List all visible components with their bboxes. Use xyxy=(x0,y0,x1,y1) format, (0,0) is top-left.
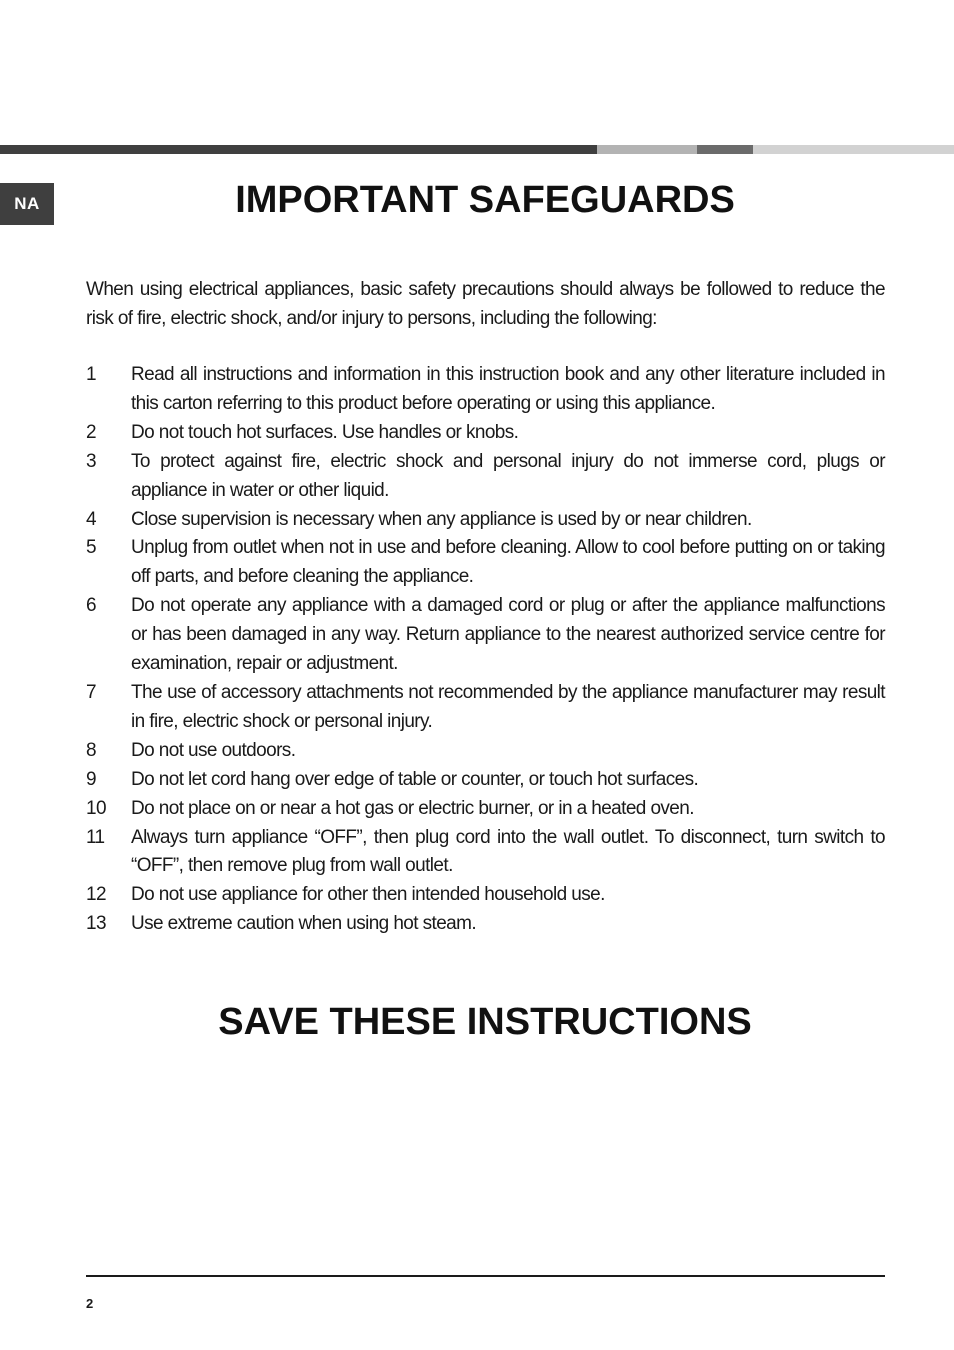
footer-divider xyxy=(86,1275,885,1277)
item-number: 4 xyxy=(86,508,96,530)
item-number: 13 xyxy=(86,913,106,935)
item-number: 2 xyxy=(86,421,96,443)
item-number: 9 xyxy=(86,768,96,790)
list-item xyxy=(86,361,885,419)
list-item xyxy=(86,506,885,535)
header-bar-segment-mid xyxy=(697,145,753,154)
item-text: The use of accessory attachments not recommended by the appliance manufacturer may result in fire, electric shock or personal injury. xyxy=(131,681,885,732)
list-item xyxy=(86,419,885,448)
item-text: Do not use appliance for other then intended household use. xyxy=(131,884,605,906)
header-color-bar xyxy=(0,145,954,154)
item-number: 7 xyxy=(86,681,96,703)
language-tab: NA xyxy=(0,183,54,225)
header-bar-segment-light xyxy=(597,145,697,154)
list-item xyxy=(86,448,885,506)
item-text: Read all instructions and information in this instruction book and any other literature included in this carton referring to this product before operating or using this appliance. xyxy=(131,364,885,414)
list-item xyxy=(86,881,885,910)
list-item xyxy=(86,737,885,766)
item-number: 12 xyxy=(86,884,106,906)
item-text: Do not use outdoors. xyxy=(131,739,296,761)
page-title: IMPORTANT SAFEGUARDS xyxy=(235,179,735,221)
list-item xyxy=(86,795,885,824)
item-number: 6 xyxy=(86,595,96,617)
item-number: 10 xyxy=(86,797,106,819)
item-text: Do not let cord hang over edge of table or counter, or touch hot surfaces. xyxy=(131,768,699,790)
item-number: 1 xyxy=(86,364,96,385)
list-item xyxy=(86,824,885,882)
item-text: Use extreme caution when using hot steam. xyxy=(131,913,477,935)
list-item xyxy=(86,534,885,592)
header-bar-segment-pale xyxy=(753,145,954,154)
list-item xyxy=(86,910,885,939)
closing-title: SAVE THESE INSTRUCTIONS xyxy=(218,1001,752,1043)
item-text: Unplug from outlet when not in use and before cleaning. Allow to cool before putting on or taking off parts, and before cleaning the appliance. xyxy=(131,537,885,588)
intro-paragraph: When using electrical appliances, basic safety precautions should always be followed to reduce the risk of fire, electric shock, and/or injury to persons, including the following: xyxy=(86,279,885,329)
item-text: Do not operate any appliance with a damaged cord or plug or after the appliance malfunctions or has been damaged in any way. Return appliance to the nearest authorized service centre for examination, repair or adjustment. xyxy=(131,595,885,675)
header-bar-segment-dark xyxy=(0,145,597,154)
item-text: Do not touch hot surfaces. Use handles or knobs. xyxy=(131,421,519,443)
list-item xyxy=(86,679,885,737)
item-text: Do not place on or near a hot gas or electric burner, or in a heated oven. xyxy=(131,797,694,819)
item-number: 3 xyxy=(86,450,96,472)
item-number: 8 xyxy=(86,739,96,761)
item-text: Close supervision is necessary when any appliance is used by or near children. xyxy=(131,508,752,530)
item-text: Always turn appliance “OFF”, then plug cord into the wall outlet. To disconnect, turn switch to “OFF”, then remove plug from wall outlet. xyxy=(131,826,885,877)
page-number: 2 xyxy=(86,1296,94,1311)
item-number: 5 xyxy=(86,537,96,559)
list-item xyxy=(86,766,885,795)
safeguards-list xyxy=(86,361,885,939)
list-item xyxy=(86,592,885,679)
item-text: To protect against fire, electric shock and personal injury do not immerse cord, plugs or appliance in water or other liquid. xyxy=(131,450,885,501)
item-number: 11 xyxy=(86,826,105,848)
